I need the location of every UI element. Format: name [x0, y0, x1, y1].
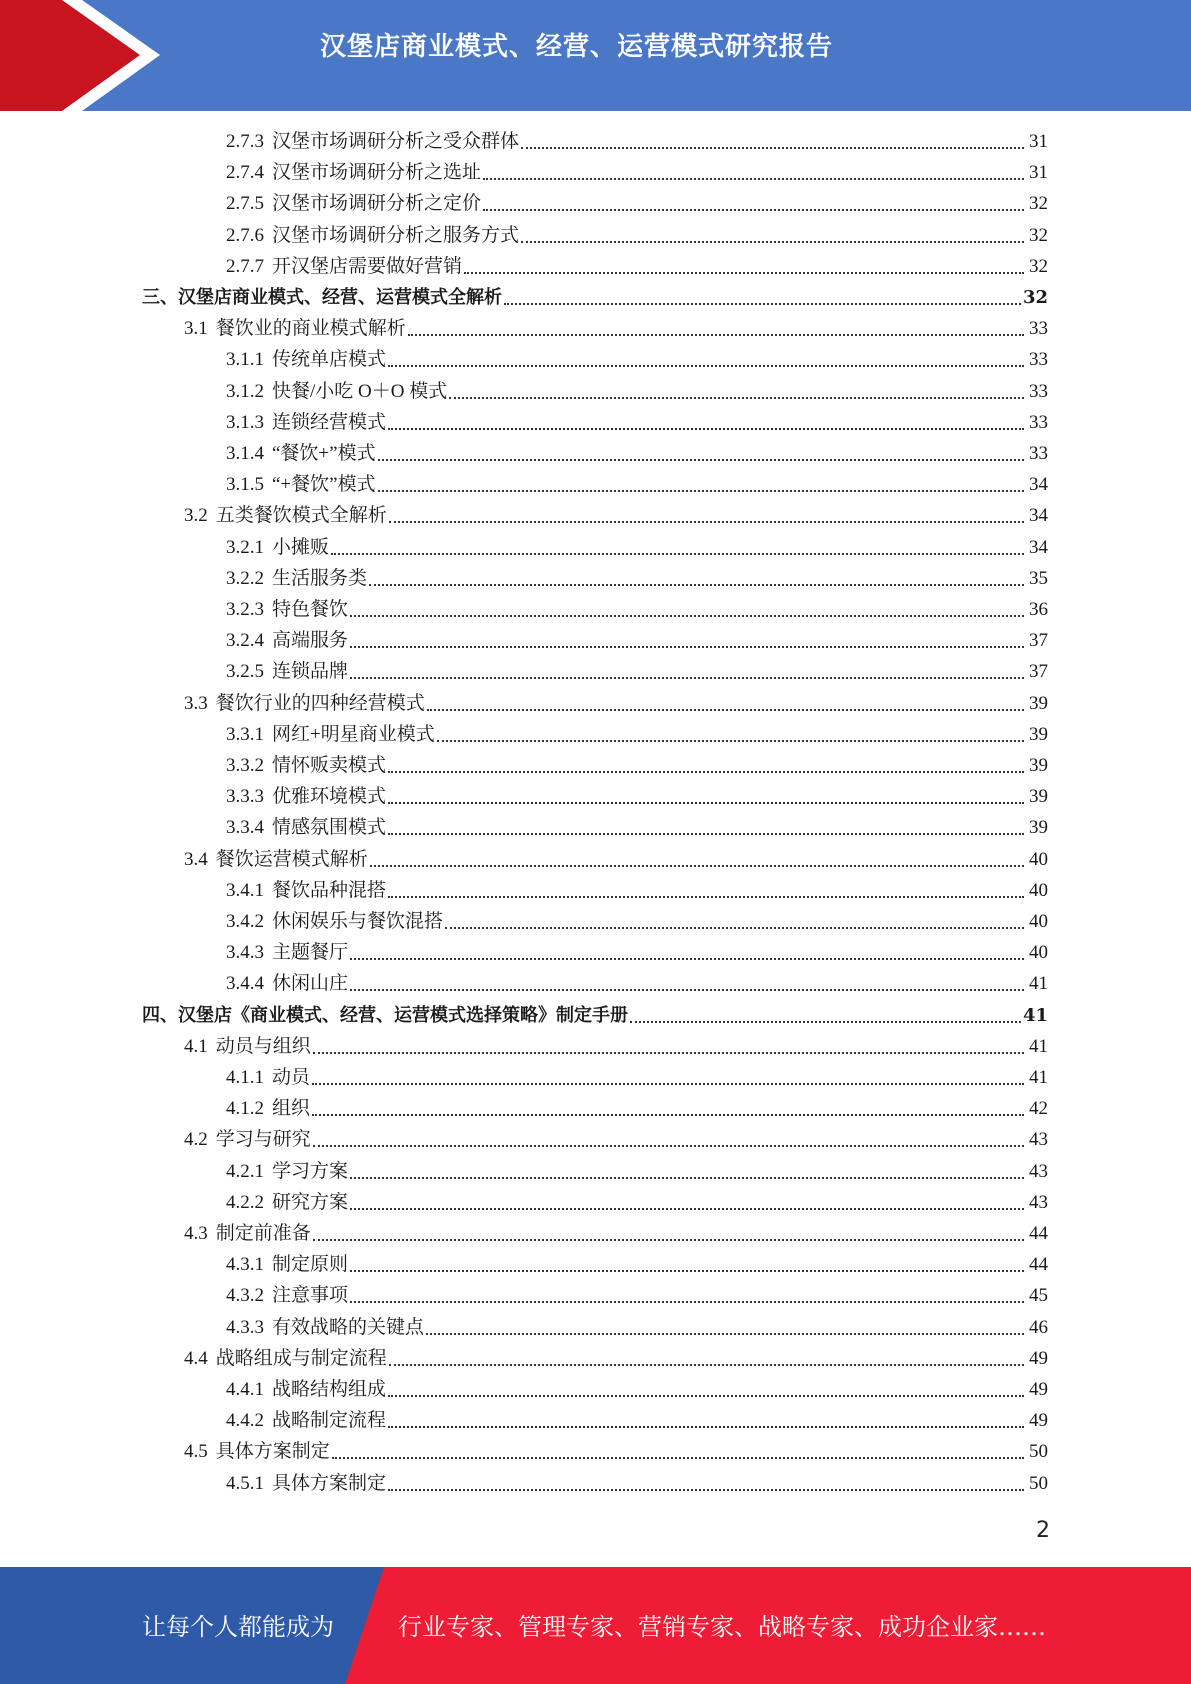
toc-entry[interactable]: [226, 781, 1048, 812]
toc-dot-leader: [332, 1456, 1024, 1459]
toc-entry[interactable]: [226, 1468, 1048, 1499]
toc-entry-title: “餐饮+”模式: [272, 443, 376, 464]
toc-entry-page: 40: [1029, 879, 1048, 901]
toc-entry-title: 制定前准备: [215, 1223, 311, 1244]
toc-dot-leader: [388, 427, 1024, 430]
toc-dot-leader: [427, 708, 1024, 711]
toc-entry-title: 连锁品牌: [272, 661, 349, 683]
footer-slogan-right: 行业专家、管理专家、营销专家、战略专家、成功企业家……: [398, 1613, 1046, 1641]
toc-entry-page: 50: [1029, 1472, 1048, 1494]
toc-entry-title: 餐饮业的商业模式解析: [215, 318, 406, 340]
toc-entry-page: 33: [1029, 318, 1048, 340]
toc-entry-number: 3.4.3: [226, 942, 264, 964]
toc-entry-title: 传统单店模式: [272, 349, 387, 371]
toc-dot-leader: [445, 926, 1024, 929]
toc-entry[interactable]: [226, 563, 1048, 594]
toc-entry-page: 41: [1029, 1067, 1048, 1088]
page-header: [0, 0, 1191, 111]
toc-entry-title: 五类餐饮模式全解析: [215, 505, 387, 527]
toc-entry-title: 具体方案制定: [272, 1472, 387, 1494]
toc-entry-page: 37: [1029, 630, 1048, 652]
toc-entry-number: 3.1.5: [226, 474, 264, 496]
toc-entry-number: 4.4.1: [226, 1379, 264, 1400]
toc-entry-number: 3.3.3: [226, 786, 264, 808]
toc-dot-leader: [350, 1176, 1024, 1179]
toc-entry[interactable]: [226, 906, 1048, 937]
toc-dot-leader: [389, 520, 1024, 523]
footer-slogan-left: 让每个人都能成为: [142, 1613, 334, 1641]
toc-entry-title: 具体方案制定: [215, 1441, 330, 1463]
toc-entry-page: 33: [1029, 443, 1048, 464]
page-footer: [0, 1567, 1191, 1684]
toc-dot-leader: [312, 1113, 1024, 1116]
toc-entry-page: 35: [1029, 567, 1048, 589]
toc-dot-leader: [388, 895, 1024, 898]
toc-entry-number: 3.2: [184, 505, 208, 527]
toc-entry-page: 39: [1029, 723, 1048, 745]
toc-dot-leader: [630, 1020, 1021, 1023]
toc-dot-leader: [437, 739, 1024, 742]
toc-entry-title: 战略组成与制定流程: [215, 1347, 387, 1369]
toc-entry[interactable]: [184, 500, 1048, 531]
toc-entry-title: 连锁经营模式: [272, 411, 387, 433]
toc-entry-title: 网红+明星商业模式: [272, 723, 435, 745]
header-title: 汉堡店商业模式、经营、运营模式研究报告: [320, 32, 834, 62]
toc-entry-page: 33: [1029, 411, 1048, 433]
toc-dot-leader: [504, 302, 1021, 305]
toc-entry-page: 41: [1029, 1035, 1048, 1057]
toc-entry-page: 39: [1029, 755, 1048, 776]
toc-entry[interactable]: [184, 844, 1048, 875]
toc-entry-number: 4.1.1: [226, 1067, 264, 1088]
toc-entry[interactable]: [226, 937, 1048, 968]
toc-entry-page: 40: [1029, 848, 1048, 870]
toc-entry[interactable]: [226, 625, 1048, 656]
toc-dot-leader: [350, 645, 1024, 648]
toc-entry-title: 学习与研究: [215, 1129, 311, 1151]
toc-entry-number: 3.4.1: [226, 879, 264, 901]
toc-entry[interactable]: [226, 750, 1048, 781]
toc-entry-title: 特色餐饮: [272, 599, 349, 620]
toc-entry-title: 生活服务类: [272, 567, 368, 589]
toc-entry-page: 43: [1029, 1191, 1048, 1213]
toc-entry-number: 4.4.2: [226, 1410, 264, 1432]
toc-entry-number: 4.1: [184, 1035, 208, 1057]
toc-entry-number: 3.2.5: [226, 661, 264, 683]
toc-dot-leader: [313, 1051, 1024, 1054]
toc-entry-number: 3.1.4: [226, 443, 264, 464]
toc-entry-page: 37: [1029, 661, 1048, 683]
toc-entry[interactable]: [226, 1062, 1048, 1093]
toc-entry-number: 4.2.2: [226, 1191, 264, 1213]
toc-dot-leader: [350, 614, 1024, 617]
toc-entry[interactable]: [226, 532, 1048, 563]
toc-entry-title: 休闲娱乐与餐饮混搭: [272, 911, 444, 932]
toc-dot-leader: [388, 832, 1024, 835]
toc-dot-leader: [388, 770, 1024, 773]
toc-entry-number: 3.1.2: [226, 380, 264, 402]
toc-entry-page: 32: [1029, 224, 1048, 246]
toc-entry[interactable]: [226, 407, 1048, 438]
toc-entry-page: 41: [1022, 1004, 1048, 1026]
toc-entry[interactable]: [226, 376, 1048, 407]
toc-entry-page: 49: [1029, 1410, 1048, 1432]
toc-entry-page: 33: [1029, 380, 1048, 402]
toc-entry-page: 32: [1029, 193, 1048, 215]
toc-entry[interactable]: [226, 157, 1048, 188]
toc-entry[interactable]: [226, 1187, 1048, 1218]
toc-entry-title: 情怀贩卖模式: [272, 755, 387, 776]
toc-entry[interactable]: [226, 126, 1048, 157]
toc-entry-page: 34: [1029, 474, 1048, 496]
toc-entry-title: 汉堡市场调研分析之受众群体: [272, 131, 520, 152]
toc-entry[interactable]: [184, 1031, 1048, 1062]
toc-entry-page: 31: [1029, 131, 1048, 152]
toc-entry-number: 4.5.1: [226, 1472, 264, 1494]
toc-entry-number: 4.3.1: [226, 1254, 264, 1276]
toc-dot-leader: [350, 1269, 1024, 1272]
toc-dot-leader: [378, 458, 1024, 461]
toc-entry-number: 4.2.1: [226, 1160, 264, 1182]
toc-entry[interactable]: [184, 1218, 1048, 1249]
toc-entry[interactable]: [226, 875, 1048, 906]
toc-entry[interactable]: [226, 188, 1048, 219]
toc-entry-title: 情感氛围模式: [272, 817, 387, 839]
toc-entry-title: 注意事项: [272, 1285, 349, 1307]
toc-entry-number: 3.1.1: [226, 349, 264, 371]
toc-entry-number: 2.7.7: [226, 255, 264, 277]
toc-entry-number: 2.7.6: [226, 224, 264, 246]
toc-entry-title: 动员与组织: [215, 1035, 311, 1057]
toc-entry-page: 44: [1029, 1223, 1048, 1244]
toc-entry-title: 优雅环境模式: [272, 786, 387, 808]
toc-dot-leader: [313, 1238, 1024, 1241]
toc-entry-title: 汉堡市场调研分析之定价: [272, 193, 482, 215]
toc-entry-page: 45: [1029, 1285, 1048, 1307]
toc-entry[interactable]: [184, 1343, 1048, 1374]
toc-entry[interactable]: [226, 594, 1048, 625]
toc-dot-leader: [331, 552, 1024, 555]
toc-entry-number: 3.4.4: [226, 973, 264, 995]
toc-entry[interactable]: [226, 1280, 1048, 1311]
toc-dot-leader: [521, 240, 1024, 243]
toc-dot-leader: [388, 801, 1024, 804]
toc-entry[interactable]: [226, 344, 1048, 375]
toc-entry[interactable]: [226, 251, 1048, 282]
toc-entry-title: “+餐饮”模式: [272, 474, 376, 496]
toc-entry-page: 42: [1029, 1098, 1048, 1120]
toc-entry[interactable]: [226, 438, 1048, 469]
page-number: 2: [1036, 1518, 1050, 1543]
toc-entry[interactable]: [226, 1405, 1048, 1436]
toc-entry-title: 主题餐厅: [272, 942, 349, 964]
toc-entry-number: 4.2: [184, 1129, 208, 1151]
toc-dot-leader: [388, 1488, 1024, 1491]
toc-dot-leader: [350, 1300, 1024, 1303]
toc-entry-title: 研究方案: [272, 1191, 349, 1213]
toc-entry-title: 战略制定流程: [272, 1410, 387, 1432]
toc-entry-title: 有效战略的关键点: [272, 1316, 425, 1338]
toc-entry-page: 31: [1029, 162, 1048, 184]
toc-entry-title: 开汉堡店需要做好营销: [272, 255, 463, 277]
toc-entry-number: 3.1: [184, 318, 208, 340]
toc-dot-leader: [370, 864, 1024, 867]
toc-entry-page: 32: [1029, 255, 1048, 277]
toc-entry[interactable]: [226, 1093, 1048, 1124]
toc-entry-title: 小摊贩: [272, 536, 330, 558]
toc-dot-leader: [483, 177, 1024, 180]
toc-entry-number: 3.2.4: [226, 630, 264, 652]
toc-entry-page: 49: [1029, 1347, 1048, 1369]
toc-entry-number: 3.4: [184, 848, 208, 870]
toc-entry-number: 3.3.2: [226, 755, 264, 776]
toc-entry-title: 制定原则: [272, 1254, 349, 1276]
toc-entry-number: 4.3.2: [226, 1285, 264, 1307]
toc-dot-leader: [408, 333, 1024, 336]
toc-entry-page: 33: [1029, 349, 1048, 371]
toc-dot-leader: [521, 146, 1024, 149]
toc-dot-leader: [350, 676, 1024, 679]
toc-entry-number: 3.3.1: [226, 723, 264, 745]
toc-entry-page: 39: [1029, 692, 1048, 714]
toc-entry[interactable]: [226, 220, 1048, 251]
toc-entry-page: 40: [1029, 911, 1048, 932]
toc-entry-number: 3.2.1: [226, 536, 264, 558]
toc-dot-leader: [312, 1082, 1024, 1085]
toc-entry-page: 44: [1029, 1254, 1048, 1276]
toc-dot-leader: [449, 396, 1024, 399]
toc-dot-leader: [350, 1207, 1024, 1210]
toc-dot-leader: [388, 1425, 1024, 1428]
toc-entry-title: 动员: [272, 1067, 311, 1088]
toc-entry-number: 3.3.4: [226, 817, 264, 839]
toc-entry-title: 学习方案: [272, 1160, 349, 1182]
toc-entry-number: 3.4.2: [226, 911, 264, 932]
toc-entry-number: 4.1.2: [226, 1098, 264, 1120]
toc-dot-leader: [483, 208, 1024, 211]
toc-entry-title: 餐饮运营模式解析: [215, 848, 368, 870]
toc-entry-number: 3.2.3: [226, 599, 264, 620]
toc-entry-number: 3.1.3: [226, 411, 264, 433]
toc-entry[interactable]: [184, 1124, 1048, 1155]
toc-entry-page: 50: [1029, 1441, 1048, 1463]
toc-entry-title: 汉堡市场调研分析之服务方式: [272, 224, 520, 246]
toc-dot-leader: [378, 489, 1024, 492]
toc-entry[interactable]: [226, 1156, 1048, 1187]
toc-dot-leader: [426, 1332, 1024, 1335]
toc-entry[interactable]: [226, 1249, 1048, 1280]
toc-entry[interactable]: [226, 968, 1048, 999]
toc-entry-page: 36: [1029, 599, 1048, 620]
toc-entry-page: 43: [1029, 1160, 1048, 1182]
toc-entry[interactable]: [184, 688, 1048, 719]
toc-entry-title: 四、汉堡店《商业模式、经营、运营模式选择策略》制定手册: [142, 1004, 628, 1026]
toc-entry-title: 组织: [272, 1098, 311, 1120]
toc-entry-page: 41: [1029, 973, 1048, 995]
toc-entry-title: 餐饮行业的四种经营模式: [215, 692, 425, 714]
toc-entry-title: 餐饮品种混搭: [272, 879, 387, 901]
toc-entry-page: 43: [1029, 1129, 1048, 1151]
toc-entry-title: 休闲山庄: [272, 973, 349, 995]
toc-dot-leader: [388, 1394, 1024, 1397]
toc-entry-page: 34: [1029, 536, 1048, 558]
toc-entry[interactable]: [226, 812, 1048, 843]
toc-entry[interactable]: [142, 282, 1048, 313]
toc-entry-number: 4.5: [184, 1441, 208, 1463]
toc-entry-page: 39: [1029, 786, 1048, 808]
toc-entry-number: 4.3.3: [226, 1316, 264, 1338]
toc-entry[interactable]: [226, 469, 1048, 500]
toc-dot-leader: [350, 988, 1024, 991]
toc-entry-title: 三、汉堡店商业模式、经营、运营模式全解析: [142, 287, 502, 308]
toc-entry-title: 汉堡市场调研分析之选址: [272, 162, 482, 184]
toc-entry[interactable]: [226, 1374, 1048, 1405]
toc-entry-page: 46: [1029, 1316, 1048, 1338]
toc-entry[interactable]: [184, 1436, 1048, 1467]
red-arrow-shape: [0, 0, 140, 111]
toc-entry-title: 快餐/小吃 O＋O 模式: [272, 380, 448, 402]
toc-entry[interactable]: [142, 1000, 1048, 1031]
toc-entry-number: 3.2.2: [226, 567, 264, 589]
toc-entry[interactable]: [226, 719, 1048, 750]
toc-dot-leader: [388, 364, 1024, 367]
toc-dot-leader: [464, 271, 1024, 274]
toc-entry-page: 49: [1029, 1379, 1048, 1400]
toc-entry-number: 4.3: [184, 1223, 208, 1244]
toc-dot-leader: [313, 1144, 1024, 1147]
toc-entry-number: 4.4: [184, 1347, 208, 1369]
toc-entry-number: 2.7.3: [226, 131, 264, 152]
toc-entry-title: 战略结构组成: [272, 1379, 387, 1400]
toc-entry-page: 34: [1029, 505, 1048, 527]
toc-dot-leader: [369, 583, 1024, 586]
toc-entry-page: 39: [1029, 817, 1048, 839]
toc-entry-number: 2.7.5: [226, 193, 264, 215]
toc-entry[interactable]: [226, 1312, 1048, 1343]
toc-dot-leader: [350, 957, 1024, 960]
toc-entry-number: 2.7.4: [226, 162, 264, 184]
toc-dot-leader: [389, 1363, 1024, 1366]
toc-entry[interactable]: [184, 313, 1048, 344]
toc-entry[interactable]: [226, 656, 1048, 687]
toc-entry-page: 40: [1029, 942, 1048, 964]
toc-entry-page: 32: [1022, 287, 1048, 308]
toc-entry-number: 3.3: [184, 692, 208, 714]
toc-entry-title: 高端服务: [272, 630, 349, 652]
